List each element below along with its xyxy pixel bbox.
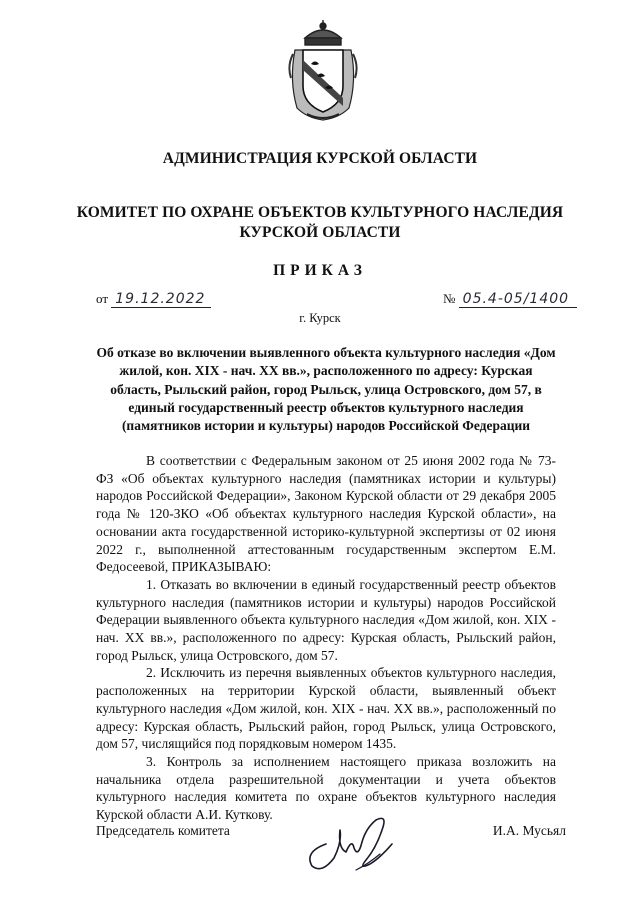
city-label: г. Курск [299, 311, 341, 325]
order-body [96, 452, 556, 824]
date-value: 19.12.2022 [111, 291, 211, 308]
date-prefix: от [96, 291, 109, 306]
signatory-name: И.А. Мусьял [492, 823, 566, 838]
order-number [443, 291, 577, 308]
administration-heading: АДМИНИСТРАЦИЯ КУРСКОЙ ОБЛАСТИ [162, 150, 478, 167]
order-title: Об отказе во включении выявленного объекта культурного наследия «Дом жилой, кон. XIX - нач. XX вв.», расположенного по адресу: Курская область, Рыльский район, город Рыльск, улица Островского, дом 57, в единый государственный реестр объектов культурного наследия (памятников истории и культуры) народов Российской Федерации [96, 345, 556, 434]
handwritten-signature-icon [296, 808, 406, 878]
committee-heading-line2: КУРСКОЙ ОБЛАСТИ [239, 224, 401, 241]
signatory-role: Председатель комитета [96, 823, 230, 838]
number-prefix: № [443, 291, 456, 306]
clause-1-paragraph: 1. Отказать во включении в единый государственный реестр объектов культурного наследия (памятников истории и культуры) народов Российской Федерации выявленного объекта культурного наследия «Дом жилой, кон. XIX - нач. XX вв.», расположенного по адресу: Курская область, Рыльский район, город Рыльск, улица Островского, дом 57. [96, 576, 556, 663]
preamble-paragraph: В соответствии с Федеральным законом от 25 июня 2002 года № 73-ФЗ «Об объектах культурного наследия (памятниках истории и культуры) народов Российской Федерации», Законом Курской области от 29 декабря 2005 года № 120-ЗКО «Об объектах культурного наследия Курской области», на основании акта государственной историко-культурной экспертизы от 02 июня 2022 г., выполненной аттестованным государственным экспертом Е.М. Федосеевой, ПРИКАЗЫВАЮ: [96, 453, 556, 575]
document-type-heading: ПРИКАЗ [273, 262, 367, 279]
clause-2-paragraph: 2. Исключить из перечня выявленных объектов культурного наследия, расположенных на территории Курской области, выявленный объект культурного наследия «Дом жилой, кон. XIX - нач. XX вв.», расположенный по адресу: Курская область, Рыльский район, город Рыльск, улица Островского, дом 57, числящийся под порядковым номером 1435. [96, 665, 556, 752]
number-value: 05.4-05/1400 [459, 291, 577, 308]
order-date [96, 291, 211, 308]
coat-of-arms-icon [287, 20, 359, 122]
clause-3-paragraph: 3. Контроль за исполнением настоящего приказа возложить на начальника отдела разрешительной документации и учета объектов культурного наследия комитета по охране объектов культурного наследия Курской области А.И. Куткову. [96, 753, 556, 823]
committee-heading-line1: КОМИТЕТ ПО ОХРАНЕ ОБЪЕКТОВ КУЛЬТУРНОГО НАСЛЕДИЯ [76, 204, 564, 221]
